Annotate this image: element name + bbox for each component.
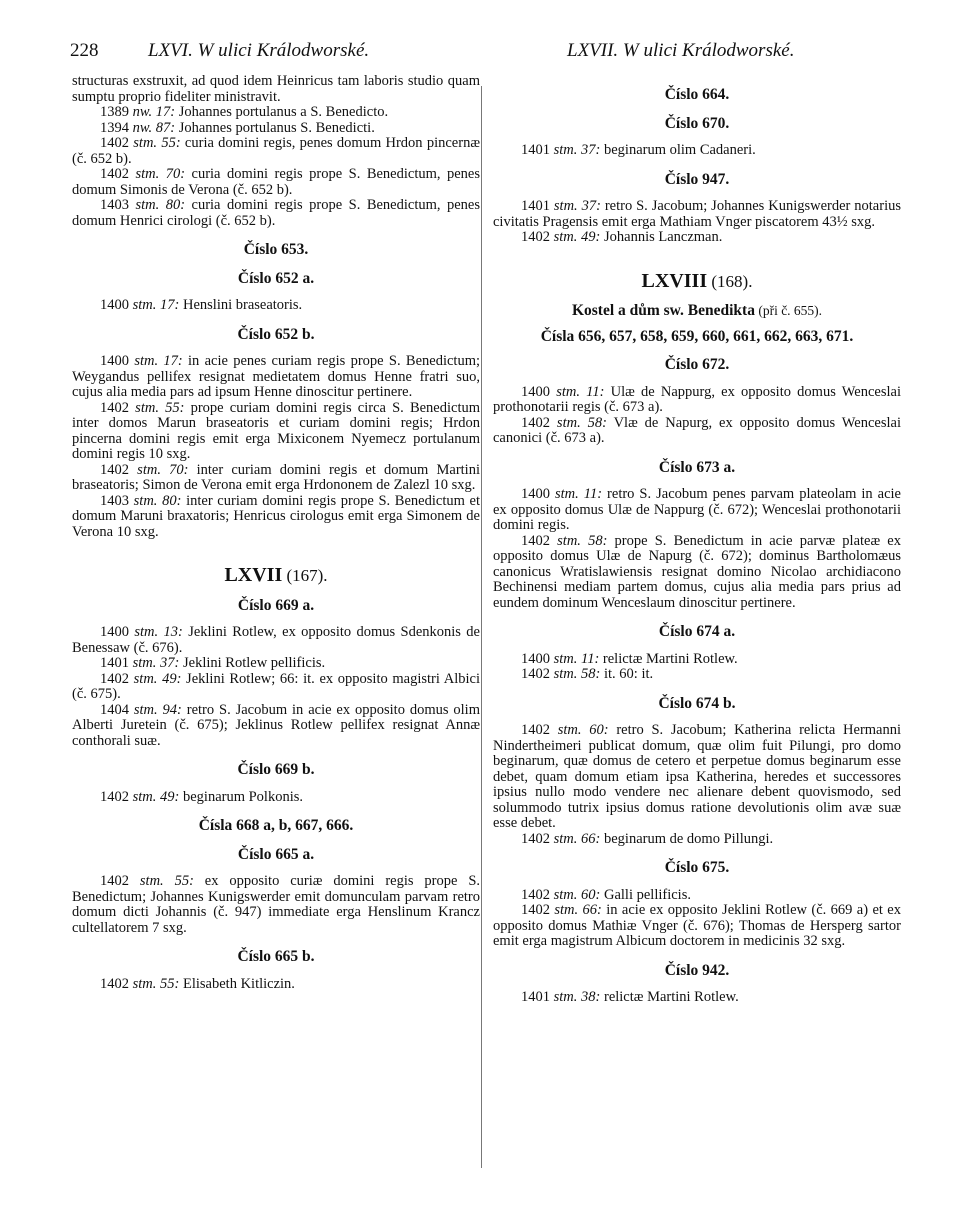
right-paragraph: 1402 stm. 66: in acie ex opposito Jeklini Rotlew (č. 669 a) et ex opposito domus Mathiæ Vnger (č. 676); Thomas de Hersperg sartor emit erga magistrum Albicum doctorem in medicinis 32 sxg. bbox=[493, 902, 901, 949]
left-paragraph: 1402 stm. 70: curia domini regis prope S. Benedictum, penes domum Simonis de Verona (č. 652 b). bbox=[72, 166, 480, 198]
left-chapter-heading bbox=[72, 564, 480, 586]
left-paragraph: 1400 stm. 17: Henslini braseatoris. bbox=[100, 297, 303, 313]
heading-number: (168). bbox=[707, 271, 753, 291]
heading-number: (167). bbox=[282, 566, 328, 585]
right-paragraph: 1402 stm. 60: Galli pellificis. bbox=[521, 886, 691, 903]
heading-text: LXVII bbox=[224, 564, 283, 586]
left-section-heading: Čísla 668 a, b, 667, 666. bbox=[198, 817, 354, 834]
column-divider bbox=[481, 86, 482, 1168]
right-paragraph: 1401 stm. 38: relictæ Martini Rotlew. bbox=[521, 989, 739, 1005]
right-section-heading: Číslo 673 a. bbox=[658, 458, 736, 476]
right-running-title: LXVII. W ulici Králodworské. bbox=[567, 40, 795, 61]
left-paragraph: 1402 stm. 55: prope curiam domini regis circa S. Benedictum inter domos Marun braseatoris et curiam domini regis; Hrdon pincerna domini regis emit erga Mixiconem Nyemecz portulanum domini regis 10 sxg. bbox=[72, 399, 481, 462]
left-paragraph: 1402 stm. 55: curia domini regis, penes domum Hrdon pincernæ (č. 652 b). bbox=[72, 135, 480, 167]
left-paragraph: 1389 nw. 17: Johannes portulanus a S. Benedicto. bbox=[100, 104, 389, 120]
left-section-heading: Číslo 669 a. bbox=[237, 596, 315, 614]
right-paragraph: 1402 stm. 58: prope S. Benedictum in acie parvæ plateæ ex opposito domus Ulæ de Napurg (č. 672); dominus Bartholomæus canonicus Wratislawiensis resignat domino Nicolao archidiacono Bechinensi mediam partem domus, cujus alia media pars prius ad eundem dominum Wenceslaum dinoscitur pertinere. bbox=[493, 532, 901, 611]
left-section-heading: Číslo 652 a. bbox=[237, 269, 315, 287]
right-paragraph: 1402 stm. 66: beginarum de domo Pillungi. bbox=[521, 830, 774, 847]
right-paragraph: 1402 stm. 60: retro S. Jacobum; Katherina relicta Hermanni Nindertheimeri publicat domum, quæ olim fuit Pilungi, pro domo beginarum, quæ domus de cetero et perpetue domus beginarum esse debet, quam domum etiam ipsa Katherina, heredes et successores ipsius nullo modo vendere nec alienare debent quovismodo, sed solummodo tutrix ipsius domus ratione devolutionis olim avæ suæ esse debet. bbox=[493, 722, 902, 831]
left-paragraph: 1403 stm. 80: curia domini regis prope S. Benedictum, penes domum Henrici cirologi (č. 652 b). bbox=[72, 197, 480, 229]
right-subheading bbox=[493, 303, 901, 319]
right-section-heading: Číslo 674 a. bbox=[658, 623, 736, 640]
heading-text: Kostel a dům sw. Benedikta bbox=[571, 302, 755, 319]
right-chapter-heading bbox=[493, 269, 901, 292]
right-section-heading: Číslo 947. bbox=[664, 170, 730, 188]
right-paragraph: 1400 stm. 11: retro S. Jacobum penes parvam plateolam in acie ex opposito domus Ulæ de Nappurg (č. 672); Wenceslai prothonotarii domini regis. bbox=[493, 486, 901, 533]
right-section-heading: Číslo 675. bbox=[664, 859, 730, 876]
left-paragraph: 1404 stm. 94: retro S. Jacobum in acie ex opposito domus olim Alberti Juretein (č. 675); Jeklinus Rotlew pellifex resignat Annæ conthorali suæ. bbox=[72, 701, 480, 749]
right-section-heading: Číslo 674 b. bbox=[658, 694, 736, 712]
heading-number: (při č. 655). bbox=[754, 303, 823, 318]
right-paragraph: 1401 stm. 37: retro S. Jacobum; Johannes Kunigswerder notarius civitatis Pragensis emit erga Mathiam Vnger piscatorem 43½ sxg. bbox=[493, 198, 901, 230]
right-column bbox=[493, 74, 901, 1006]
right-section-heading: Číslo 672. bbox=[664, 356, 730, 373]
right-subheading bbox=[493, 329, 901, 345]
left-paragraph: 1403 stm. 80: inter curiam domini regis prope S. Benedictum et domum Maruni braxatoris; Henricus cirologus emit erga Simonem de Verona 10 sxg. bbox=[72, 492, 480, 540]
right-paragraph: 1402 stm. 58: Vlæ de Napurg, ex opposito domus Wenceslai canonici (č. 673 a). bbox=[493, 414, 902, 446]
left-paragraph: 1402 stm. 49: Jeklini Rotlew; 66: it. ex opposito magistri Albici (č. 675). bbox=[72, 670, 480, 702]
left-paragraph: 1400 stm. 17: in acie penes curiam regis prope S. Benedictum; Weygandus pellifex resignat medietatem domus Henne fratri suo, cujus alia media pars ad ipsum Henne dinoscitur pertinere. bbox=[72, 353, 480, 400]
left-paragraph: 1400 stm. 13: Jeklini Rotlew, ex opposito domus Sdenkonis de Benessaw (č. 676). bbox=[72, 624, 480, 656]
right-paragraph: 1402 stm. 58: it. 60: it. bbox=[521, 666, 654, 682]
right-paragraph: 1401 stm. 37: beginarum olim Cadaneri. bbox=[521, 142, 756, 158]
left-paragraph: 1402 stm. 70: inter curiam domini regis et domum Martini braseatoris; Simon de Verona emit erga Hrdononem de Zalezl 10 sxg. bbox=[72, 461, 480, 493]
right-section-heading: Číslo 942. bbox=[664, 961, 730, 979]
left-paragraph: 1402 stm. 49: beginarum Polkonis. bbox=[100, 788, 304, 805]
right-paragraph: 1400 stm. 11: relictæ Martini Rotlew. bbox=[521, 650, 738, 667]
page-number: 228 bbox=[70, 40, 99, 61]
left-section-heading: Číslo 669 b. bbox=[237, 761, 315, 778]
heading-text: Čísla 656, 657, 658, 659, 660, 661, 662, 663, 671. bbox=[540, 327, 854, 345]
left-paragraph: 1402 stm. 55: Elisabeth Kitliczin. bbox=[100, 975, 295, 992]
left-paragraph: 1394 nw. 87: Johannes portulanus S. Benedicti. bbox=[100, 119, 375, 136]
right-paragraph: 1402 stm. 49: Johannis Lanczman. bbox=[521, 229, 723, 245]
left-section-heading: Číslo 665 a. bbox=[237, 845, 315, 863]
right-section-heading: Číslo 664. bbox=[664, 86, 730, 103]
left-paragraph: 1402 stm. 55: ex opposito curiæ domini regis prope S. Benedictum; Johannes Kunigswerder emit domunculam parvam retro domum dicti Johannis (č. 947) immediate erga Henslinum Krancz cultellatorem 7 sxg. bbox=[72, 873, 481, 936]
left-section-heading: Číslo 653. bbox=[243, 241, 309, 258]
left-section-heading: Číslo 665 b. bbox=[237, 948, 315, 965]
left-running-title: LXVI. W ulici Králodworské. bbox=[148, 40, 370, 61]
right-paragraph: 1400 stm. 11: Ulæ de Nappurg, ex opposito domus Wenceslai prothonotarii regis (č. 673 a). bbox=[493, 383, 901, 415]
running-header bbox=[70, 40, 890, 64]
left-paragraph: structuras exstruxit, ad quod idem Heinricus tam laboris studio quam sumptu proprio fideliter ministravit. bbox=[72, 73, 480, 105]
left-column bbox=[72, 74, 480, 992]
left-section-heading: Číslo 652 b. bbox=[237, 325, 315, 343]
left-paragraph: 1401 stm. 37: Jeklini Rotlew pellificis. bbox=[100, 655, 326, 671]
right-section-heading: Číslo 670. bbox=[664, 114, 730, 132]
heading-text: LXVIII bbox=[641, 269, 708, 292]
